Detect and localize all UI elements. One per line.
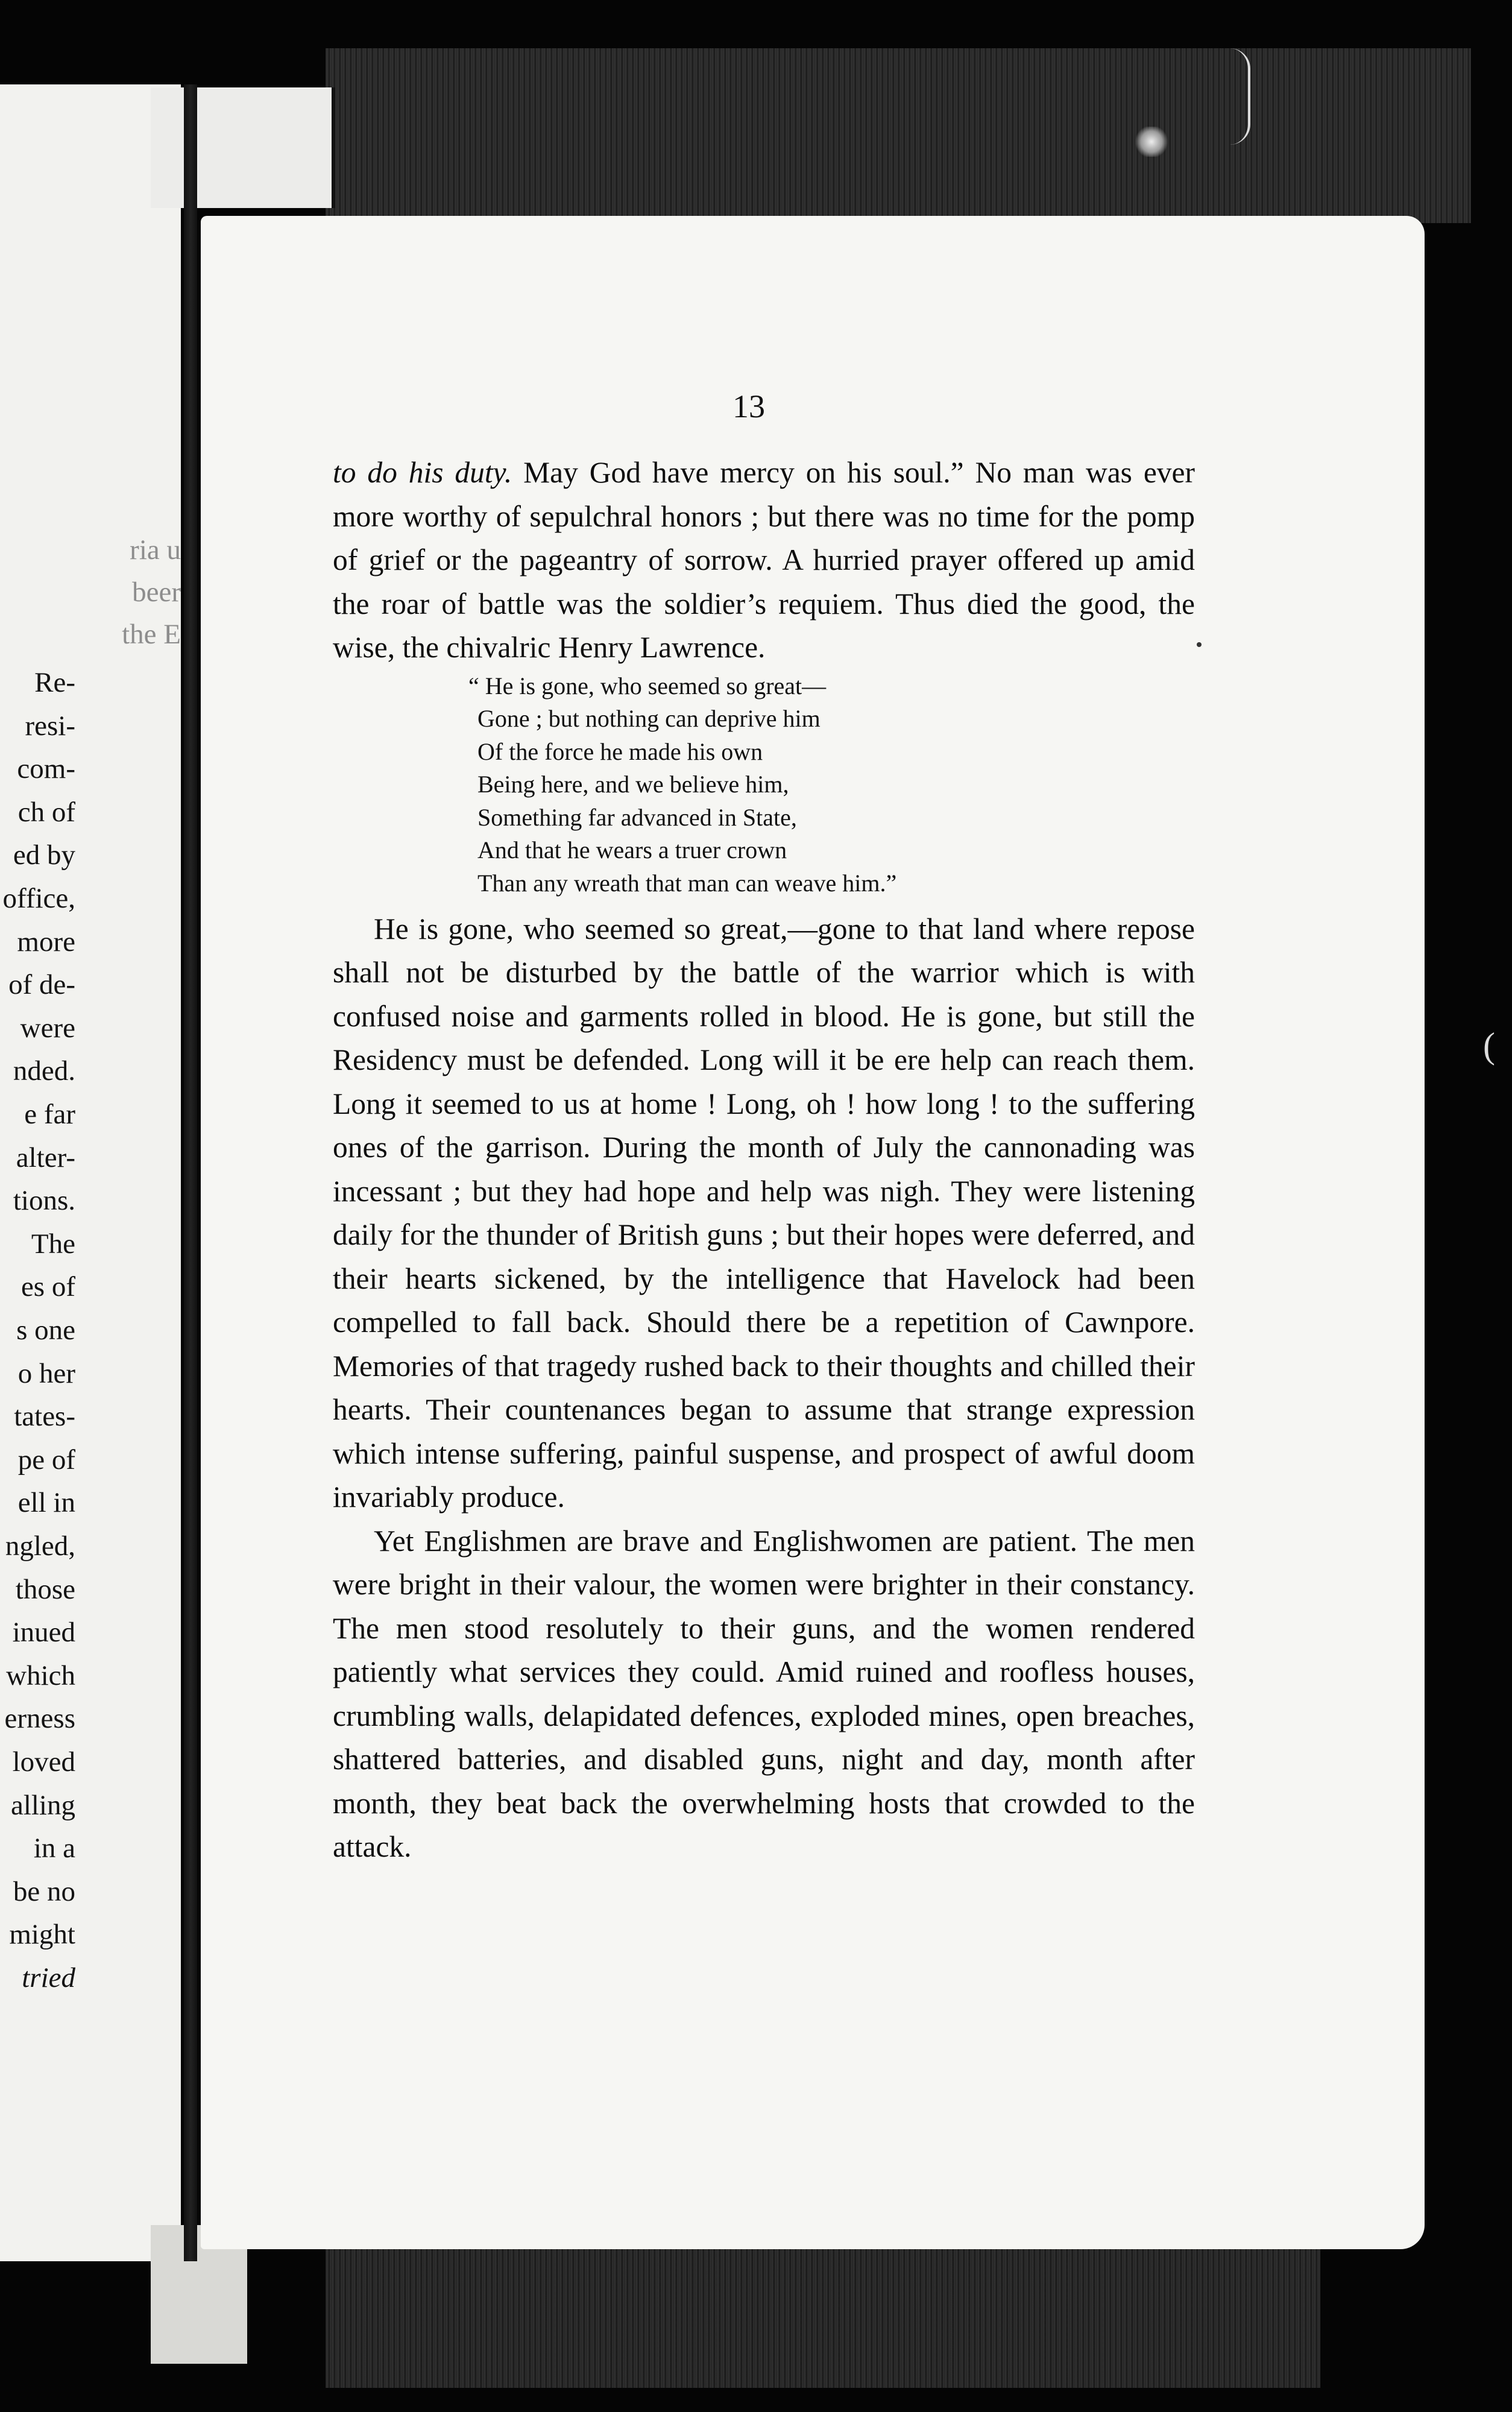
poem-line: Than any wreath that man can weave him.”: [477, 870, 897, 897]
left-page-line: e far: [24, 1099, 75, 1130]
left-page-line: office,: [2, 883, 75, 914]
left-page-line: tried: [22, 1962, 75, 1994]
left-page-line: erness: [4, 1703, 75, 1735]
poem-quotation: [333, 670, 1195, 900]
left-page-line: The: [31, 1228, 75, 1260]
italic-phrase: to do his duty.: [333, 456, 512, 489]
left-page-line: resi-: [25, 710, 75, 742]
left-page-line: com-: [17, 753, 75, 785]
left-page-line: in a: [33, 1833, 75, 1864]
scan-artifact-parenthesis: (: [1483, 1026, 1495, 1066]
poem-line: Something far advanced in State,: [477, 803, 797, 831]
left-page-line: alter-: [16, 1141, 75, 1173]
binding-tab-top: [151, 87, 335, 208]
scanner-background-top: [326, 48, 1471, 223]
paragraph-1-text: May God have mercy on his soul.” No man was ever more worthy of sepulchral honors ; but there was no time for the pomp of grief or the pageantry of sorrow. A hurried prayer offered up amid the roar of battle was the soldier’s requiem. Thus died the good, the wise, the chivalric Henry Lawrence.: [333, 456, 1195, 664]
poem-line: “ He is gone, who seemed so great—: [468, 672, 827, 699]
left-page-line: pe of: [17, 1444, 75, 1476]
paragraph-2: He is gone, who seemed so great,—gone to that land where repose shall not be disturbed by the battle of the warrior which is with confused noise and garments rolled in blood. He is gone, but still the Residency must be defended. Long will it be ere help can reach them. Long it seemed to us at home ! Long, oh ! how long ! to the suffering ones of the garrison. During the month of July the cannonading was incessant ; but they had hope and help was nigh. They were listening daily for the thunder of British guns ; but their hopes were deferred, and their hearts sickened, by the intelligence that Havelock had been compelled to fall back. Should there be a repetition of Cawnpore. Memories of that tragedy rushed back to their thoughts and chilled their hearts. Their countenances began to assume that strange expression which intense suffering, painful suspense, and prospect of awful doom invariably produce.: [333, 912, 1195, 1514]
poem-line: And that he wears a truer crown: [477, 836, 787, 864]
left-page-line: ell in: [17, 1487, 75, 1519]
left-page-line: ch of: [17, 796, 75, 828]
paragraph-3: Yet Englishmen are brave and Englishwomen are patient. The men were bright in their valour, the women were brighter in their constancy. The men stood resolutely to their guns, and the women rendered patiently what services they could. Amid ruined and roofless houses, crumbling walls, delapidated defences, exploded mines, open breaches, shattered batteries, and disabled guns, night and day, month after month, they beat back the overwhelming hosts that crowded to the attack.: [333, 1524, 1195, 1864]
left-page-line: s one: [16, 1315, 75, 1346]
poem-line: Gone ; but nothing can deprive him: [477, 705, 821, 733]
page-number: 13: [732, 388, 765, 425]
left-page-line: might: [9, 1919, 75, 1951]
scan-artifact-dot: [1197, 642, 1202, 647]
left-page-line: alling: [10, 1789, 75, 1821]
left-page-line: tions.: [13, 1185, 75, 1217]
scan-artifact-speck: [1133, 127, 1170, 157]
left-page-line: more: [17, 926, 75, 958]
left-page-line: those: [15, 1573, 75, 1605]
left-page-line: of de-: [8, 969, 75, 1001]
left-page-line: inued: [12, 1617, 75, 1649]
scan-artifact-curve: [1230, 48, 1250, 145]
poem-line: Being here, and we believe him,: [477, 771, 789, 798]
paragraph-1: [333, 451, 1195, 670]
left-page-line: ngled,: [5, 1530, 75, 1562]
left-page-line: Re-: [34, 667, 75, 698]
poem-line: Of the force he made his own: [477, 737, 763, 765]
page-body: [333, 451, 1195, 1869]
left-page-line: be no: [13, 1875, 75, 1907]
left-page-line: es of: [20, 1271, 75, 1303]
left-page-line: tates-: [14, 1401, 75, 1433]
left-page-line: were: [20, 1012, 75, 1044]
left-fragment-faint: the E: [122, 619, 181, 650]
book-gutter: [184, 84, 197, 2261]
left-page-line: loved: [12, 1746, 75, 1778]
left-page-line: nded.: [13, 1055, 75, 1087]
left-page-line: ed by: [13, 839, 75, 871]
left-page-line: o her: [17, 1357, 75, 1389]
left-page-line: which: [6, 1659, 75, 1691]
left-fragment-faint: ria u: [130, 534, 181, 566]
left-fragment-faint: beer: [132, 576, 181, 608]
